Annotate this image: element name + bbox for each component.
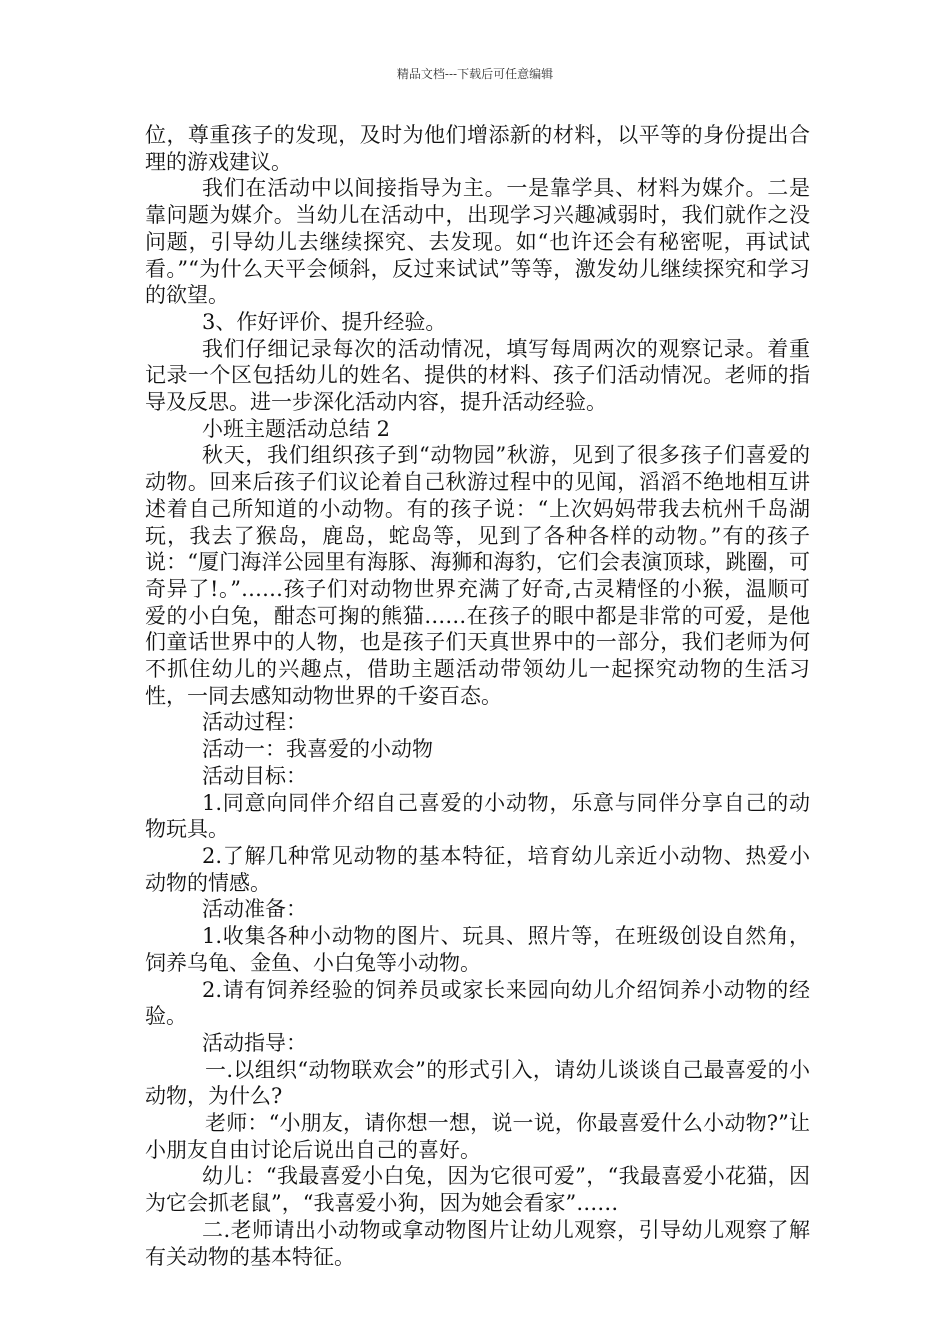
list-item: 2.了解几种常见动物的基本特征，培育幼儿亲近小动物、热爱小动物的情感。 (145, 843, 810, 895)
list-item: 1.收集各种小动物的图片、玩具、照片等，在班级创设自然角，饲养乌龟、金鱼、小白兔等小动物。 (145, 924, 810, 975)
paragraph: 我们仔细记录每次的活动情况，填写每周两次的观察记录。着重记录一个区包括幼儿的姓名、提供的材料、孩子们活动情况。老师的指导及反思。进一步深化活动内容，提升活动经验。 (145, 336, 810, 415)
section-heading: 活动目标： (202, 763, 307, 788)
paragraph: 老师：“小朋友，请你想一想，说一说，你最喜爱什么小动物?”让小朋友自由讨论后说出自己的喜好。 (145, 1111, 810, 1162)
list-item: 二.老师请出小动物或拿动物图片让幼儿观察，引导幼儿观察了解有关动物的基本特征。 (145, 1217, 810, 1269)
section-heading: 活动过程： (202, 710, 307, 735)
activity-title: 活动一：我喜爱的小动物 (202, 737, 433, 762)
document-body (145, 122, 810, 1270)
list-item: 1.同意向同伴介绍自己喜爱的小动物，乐意与同伴分享自己的动物玩具。 (145, 790, 810, 842)
section-heading: 活动指导： (202, 1030, 307, 1055)
paragraph: 位，尊重孩子的发现，及时为他们增添新的材料，以平等的身份提出合理的游戏建议。 (145, 123, 810, 174)
section-title: 小班主题活动总结 2 (202, 416, 391, 441)
list-item: 一.以组织“动物联欢会”的形式引入，请幼儿谈谈自己最喜爱的小动物，为什么? (145, 1057, 810, 1109)
page-header: 精品文档---下载后可任意编辑 (396, 67, 554, 81)
paragraph: 幼儿：“我最喜爱小白兔，因为它很可爱”，“我最喜爱小花猫，因为它会抓老鼠”，“我喜爱小狗，因为她会看家”…… (145, 1164, 810, 1216)
paragraph: 秋天，我们组织孩子到“动物园”秋游，见到了很多孩子们喜爱的动物。回来后孩子们议论着自己秋游过程中的见闻，滔滔不绝地相互讲述着自己所知道的小动物。有的孩子说：“上次妈妈带我去杭州千岛湖玩，我去了猴岛，鹿岛，蛇岛等，见到了各种各样的动物。”有的孩子说：“厦门海洋公园里有海豚、海狮和海豹，它们会表演顶球，跳圈，可奇异了!。”……孩子们对动物世界充满了好奇,古灵精怪的小猴，温顺可爱的小白兔，酣态可掬的熊猫……在孩子的眼中都是非常的可爱，是他们童话世界中的人物，也是孩子们天真世界中的一部分，我们老师为何不抓住幼儿的兴趣点，借助主题活动带领幼儿一起探究动物的生活习性，一同去感知动物世界的千姿百态。 (145, 443, 810, 708)
list-item: 2.请有饲养经验的饲养员或家长来园向幼儿介绍饲养小动物的经验。 (145, 977, 810, 1029)
paragraph: 我们在活动中以间接指导为主。一是靠学具、材料为媒介。二是靠问题为媒介。当幼儿在活动中，出现学习兴趣减弱时，我们就作之没问题，引导幼儿去继续探究、去发现。如“也许还会有秘密呢，再试试看。”“为什么天平会倾斜，反过来试试”等等，激发幼儿继续探究和学习的欲望。 (145, 176, 810, 308)
section-heading: 活动准备： (202, 897, 307, 922)
paragraph: 3、作好评价、提升经验。 (202, 309, 447, 334)
